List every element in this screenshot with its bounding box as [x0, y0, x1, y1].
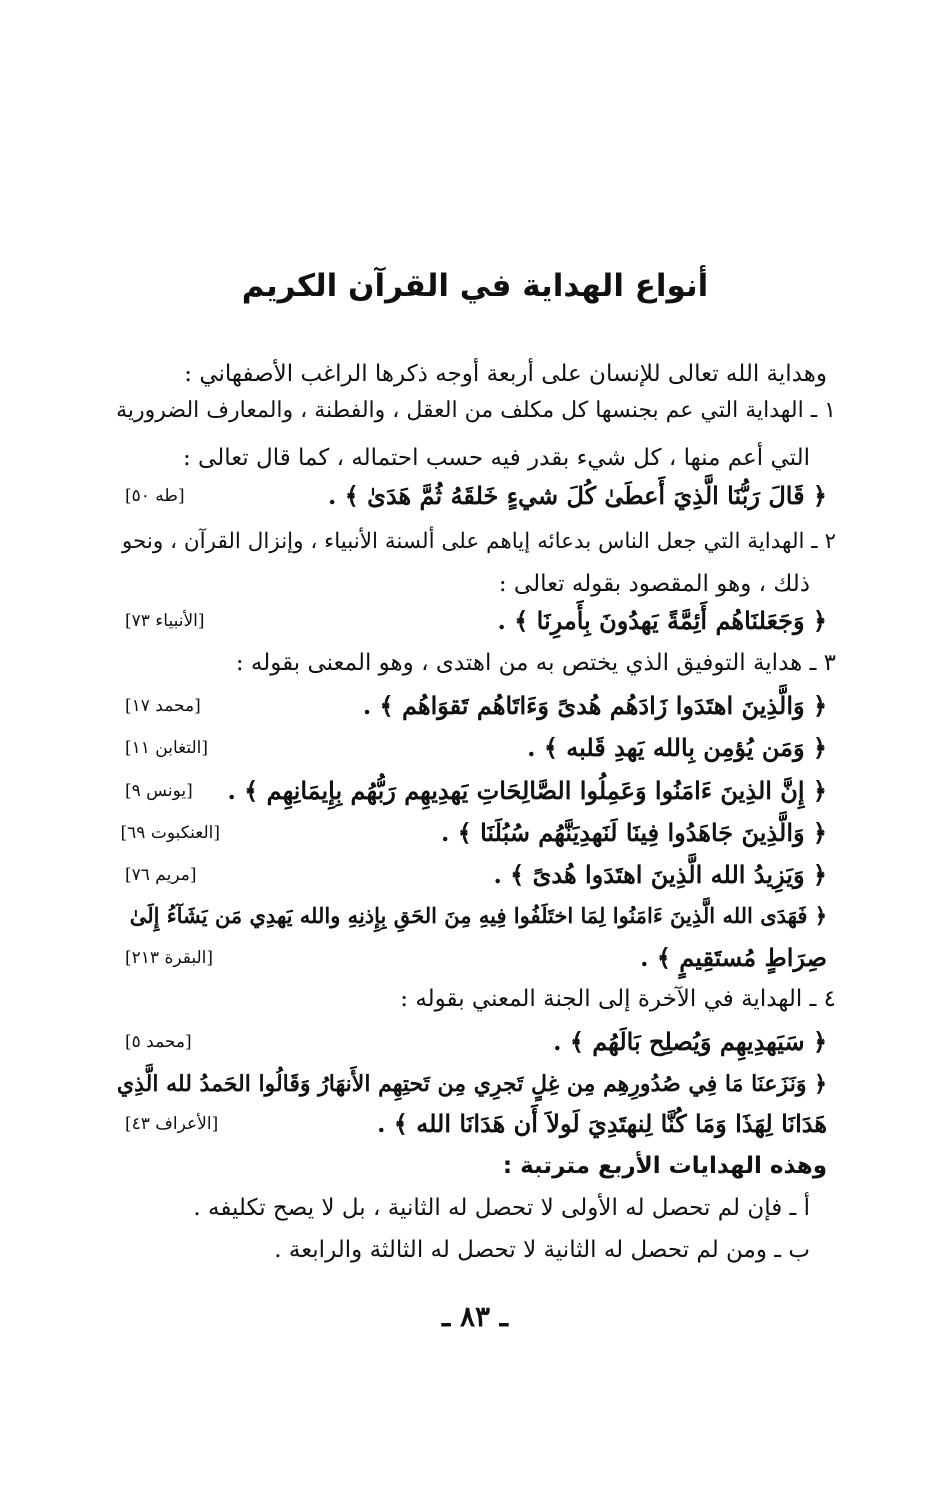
item-3-ayah-4: ﴿ وَالَّذِينَ جَاهَدُوا فِينَا لَنَهدِيَنَّهُم سُبُلَنَا ﴾ .	[440, 818, 827, 847]
item-3-ref-1: [محمد ١٧]	[125, 696, 201, 716]
item-1-line-2: التي أعم منها ، كل شيء بقدر فيه حسب احتماله ، كما قال تعالى :	[182, 445, 810, 471]
ordered-heading: وهذه الهدايات الأربع مترتبة :	[502, 1153, 827, 1179]
ordered-item-alef: أ ـ فإن لم تحصل له الأولى لا تحصل له الثانية ، بل لا يصح تكليفه .	[193, 1195, 810, 1221]
intro-paragraph: وهداية الله تعالى للإنسان على أربعة أوجه ذكرها الراغب الأصفهاني :	[184, 361, 827, 387]
item-3-ayah-3: ﴿ إِنَّ الذِينَ ءَامَنُوا وَعَمِلُوا الصَّالِحَاتِ يَهدِيهِم رَبُّهُم بِإِيمَانِهِم ﴾ .	[227, 776, 827, 805]
item-3-ref-3: [يونس ٩]	[125, 781, 193, 801]
item-2-line-1: ٢ ـ الهداية التي جعل الناس بدعائه إياهم على ألسنة الأنبياء ، وإنزال القرآن ، ونحو	[121, 529, 836, 554]
item-2-ayah: ﴿ وَجَعَلنَاهُم أَئِمَّةً يَهدُونَ بِأَمرِنَا ﴾ .	[497, 606, 827, 635]
item-1-ref: [طه ٥٠]	[125, 486, 185, 506]
item-2-line-2: ذلك ، وهو المقصود بقوله تعالى :	[498, 571, 810, 597]
item-3-ayah-2: ﴿ وَمَن يُؤمِن بِالله يَهدِ قَلبه ﴾ .	[527, 733, 827, 762]
item-2-ref: [الأنبياء ٧٣]	[125, 611, 205, 631]
item-4-ayah-2-line-1: ﴿ وَنَزَعنَا مَا فِي صُدُورِهِم مِن غِلٍ تَجرِي مِن تَحتِهِم الأَنهَارُ وَقَالُوا الحَمدُ لله الَّذِي	[116, 1071, 827, 1097]
item-3-ref-4: [العنكبوت ٦٩]	[120, 823, 220, 843]
item-4-line-1: ٤ ـ الهداية في الآخرة إلى الجنة المعني بقوله :	[400, 986, 836, 1012]
ordered-item-ba: ب ـ ومن لم تحصل له الثانية لا تحصل له الثالثة والرابعة .	[274, 1237, 810, 1263]
item-3-ayah-6-line-1: ﴿ فَهَدَى الله الَّذِينَ ءَامَنُوا لِمَا اختَلَفُوا فِيهِ مِنَ الحَقِ بِإِذنِهِ والله يَهدِي مَن يَشَآءُ إِلَىٰ	[129, 903, 827, 928]
page-title: أنواع الهداية في القرآن الكريم	[241, 268, 709, 304]
item-4-ayah-2-line-2: هَدَانَا لِهَذَا وَمَا كُنَّا لِنهتَدِيَ لَولاَ أَن هَدَانَا الله ﴾ .	[377, 1109, 827, 1138]
item-3-ref-2: [التغابن ١١]	[125, 738, 209, 758]
item-3-ref-6: [البقرة ٢١٣]	[125, 948, 214, 968]
item-3-line-1: ٣ ـ هداية التوفيق الذي يختص به من اهتدى ، وهو المعنى بقوله :	[235, 650, 836, 676]
item-3-ayah-1: ﴿ وَالَّذِينَ اهتَدَوا زَادَهُم هُدىً وَءَاتَاهُم تَقوَاهُم ﴾ .	[362, 691, 827, 720]
item-3-ref-5: [مريم ٧٦]	[125, 865, 197, 885]
item-1-ayah: ﴿ قَالَ رَبُّنَا الَّذِيَ أَعطَىٰ كُلَ شيءٍ خَلقَهُ ثُمَّ هَدَىٰ ﴾ .	[328, 481, 827, 510]
item-4-ref-1: [محمد ٥]	[125, 1032, 192, 1052]
page-number: ـ ٨٣ ـ	[442, 1300, 508, 1333]
item-4-ayah-1: ﴿ سَيَهدِيهِم وَيُصلِح بَالَهُم ﴾ .	[553, 1027, 827, 1056]
item-3-ayah-6-line-2: صِرَاطٍ مُستَقِيمٍ ﴾ .	[640, 943, 827, 972]
item-4-ref-2: [الأعراف ٤٣]	[125, 1114, 219, 1134]
item-3-ayah-5: ﴿ وَيَزِيدُ الله الَّذِينَ اهتَدَوا هُدىً ﴾ .	[493, 860, 827, 889]
item-1-line-1: ١ ـ الهداية التي عم بجنسها كل مكلف من العقل ، والفطنة ، والمعارف الضرورية	[116, 398, 836, 423]
